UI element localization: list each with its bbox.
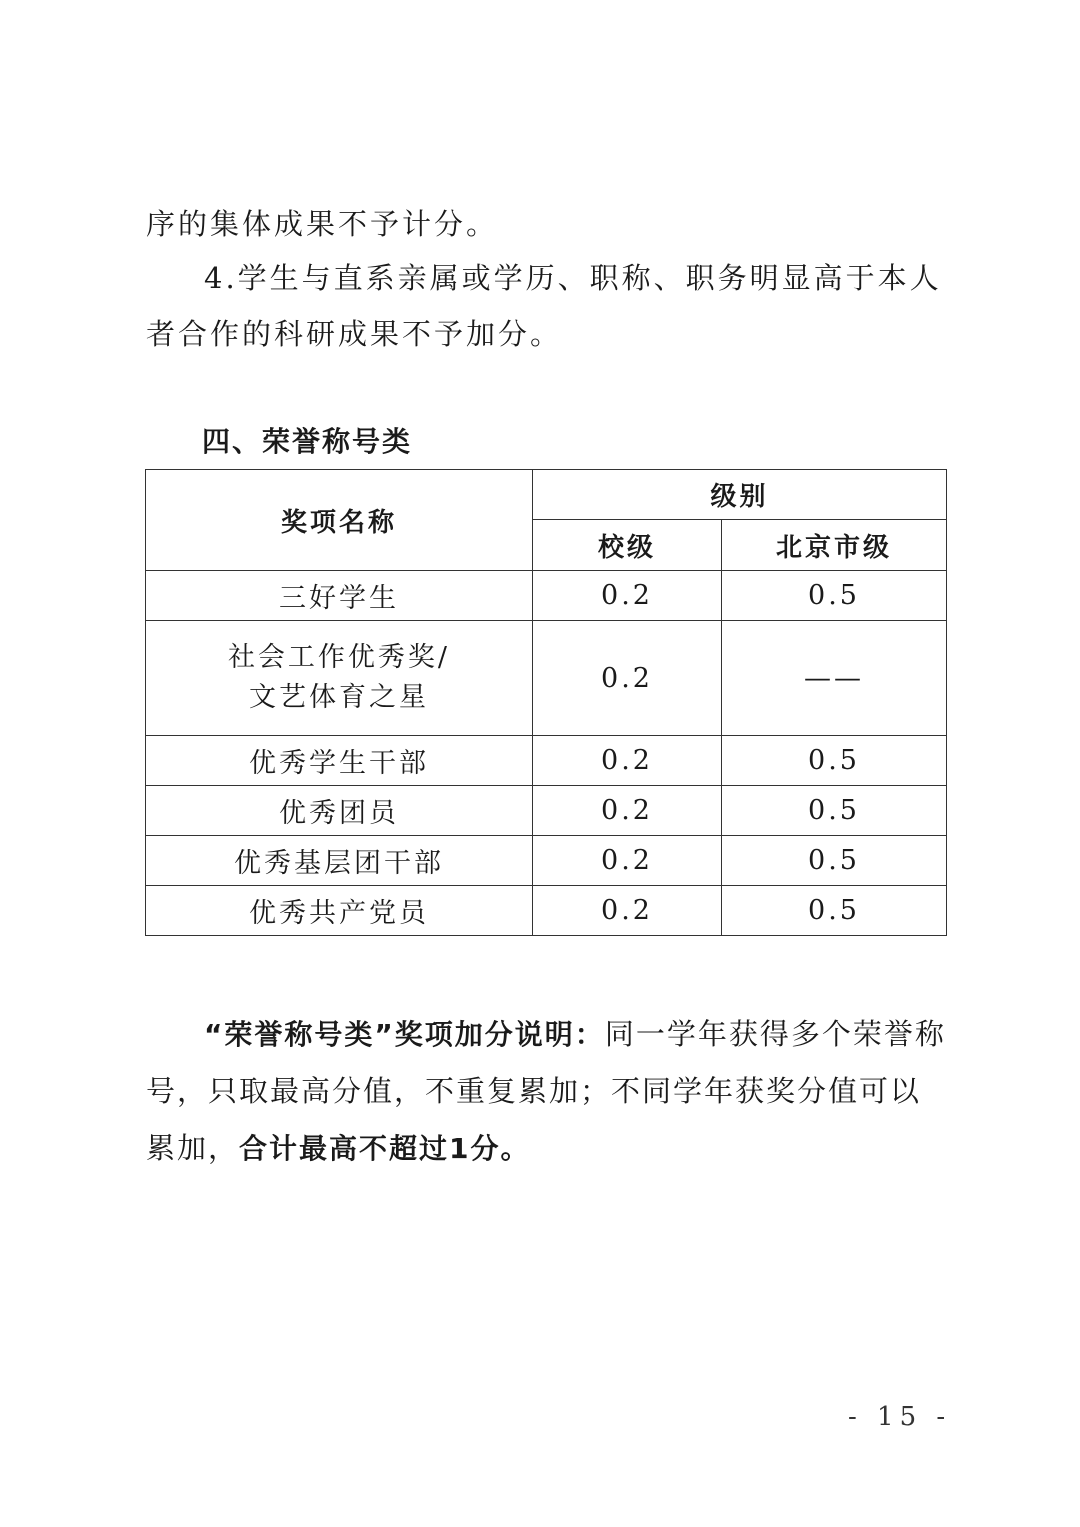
award-name <box>146 621 533 736</box>
header-level: 级别 <box>533 470 947 520</box>
school-score: 0.2 <box>533 786 722 836</box>
table-row <box>146 736 947 786</box>
section-heading-honors: 四、荣誉称号类 <box>202 425 413 458</box>
award-name: 三好学生 <box>146 571 533 621</box>
award-name-line-2: 文艺体育之星 <box>249 682 429 713</box>
table-row <box>146 621 947 736</box>
city-score: 0.5 <box>722 886 947 936</box>
table-row <box>146 836 947 886</box>
school-score: 0.2 <box>533 836 722 886</box>
city-score: 0.5 <box>722 786 947 836</box>
table-header-row <box>146 470 947 520</box>
city-score: 0.5 <box>722 571 947 621</box>
city-score: 0.5 <box>722 836 947 886</box>
paragraph-rule-4: 4.学生与直系亲属或学历、职称、职务明显高于本人者合作的科研成果不予加分。 <box>146 261 942 351</box>
table-row <box>146 571 947 621</box>
header-city-level: 北京市级 <box>722 520 947 571</box>
header-award-name: 奖项名称 <box>146 470 533 571</box>
table-row <box>146 786 947 836</box>
table-row <box>146 886 947 936</box>
honors-note <box>146 1006 946 1177</box>
paragraph-continuation: 序的集体成果不予计分。 <box>146 207 499 241</box>
award-name: 优秀共产党员 <box>146 886 533 936</box>
note-tail: 合计最高不超过1分。 <box>239 1132 531 1165</box>
city-score: 0.5 <box>722 736 947 786</box>
city-score: —— <box>722 621 947 736</box>
award-name: 优秀学生干部 <box>146 736 533 786</box>
honors-table <box>145 469 947 936</box>
school-score: 0.2 <box>533 621 722 736</box>
page-number: - 15 - <box>848 1402 952 1432</box>
school-score: 0.2 <box>533 886 722 936</box>
school-score: 0.2 <box>533 571 722 621</box>
award-name: 优秀团员 <box>146 786 533 836</box>
award-name-line-1: 社会工作优秀奖/ <box>227 642 451 673</box>
note-lead: “荣誉称号类”奖项加分说明： <box>204 1018 605 1051</box>
award-name: 优秀基层团干部 <box>146 836 533 886</box>
note-body: 同一学年获得多个荣誉称号，只取最高分值，不重复累加；不同学年获奖分值可以累加， <box>146 1017 946 1165</box>
header-school-level: 校级 <box>533 520 722 571</box>
school-score: 0.2 <box>533 736 722 786</box>
